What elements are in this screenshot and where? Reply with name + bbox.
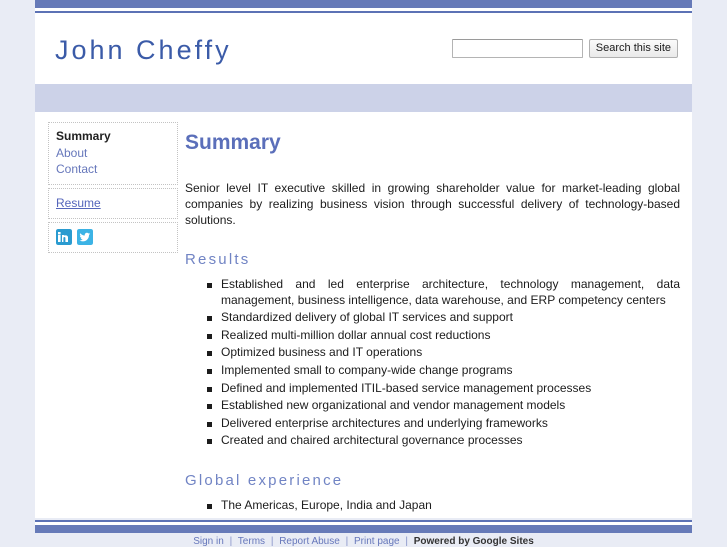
footer-separator: | <box>345 536 349 547</box>
horizontal-nav-band <box>35 84 692 112</box>
footer-separator: | <box>270 536 274 547</box>
list-item: Created and chaired architectural governance processes <box>221 433 680 449</box>
sidebar-resume-box <box>48 188 178 219</box>
sidebar-item-about[interactable]: About <box>56 145 88 160</box>
sidebar-nav-box <box>48 122 178 185</box>
footer-separator: | <box>229 536 233 547</box>
main-content <box>185 120 680 516</box>
page-body <box>35 112 692 518</box>
list-item: Standardized delivery of global IT services and support <box>221 310 680 326</box>
search-area <box>452 39 678 58</box>
sidebar-item-summary[interactable]: Summary <box>56 129 111 143</box>
sidebar-item-contact[interactable]: Contact <box>56 162 98 176</box>
page-title: Summary <box>185 131 281 154</box>
footer-link-report-abuse[interactable]: Report Abuse <box>279 536 340 547</box>
section-heading-results: Results <box>185 251 251 268</box>
list-item: Established new organizational and vendor management models <box>221 398 680 414</box>
list-item: Optimized business and IT operations <box>221 345 680 361</box>
social-icon-row <box>56 229 170 245</box>
footer-separator: | <box>405 536 408 547</box>
sidebar-social-box <box>48 222 178 253</box>
site-title: John Cheffy <box>55 35 232 65</box>
footer-link-print-page[interactable]: Print page <box>353 536 400 547</box>
linkedin-icon[interactable] <box>56 229 72 245</box>
intro-paragraph: Senior level IT executive skilled in growing shareholder value for market-leading global companies by realizing business vision through successful delivery of technology-based solutions. <box>185 181 680 227</box>
footer-link-sign-in[interactable]: Sign in <box>193 536 224 547</box>
top-accent-bar <box>35 0 692 8</box>
list-item: Realized multi-million dollar annual cost reductions <box>221 328 680 344</box>
results-list <box>185 277 680 449</box>
search-button[interactable]: Search this site <box>589 39 678 58</box>
list-item: Implemented small to company-wide change programs <box>221 363 680 379</box>
twitter-icon[interactable] <box>77 229 93 245</box>
section-heading-global-experience: Global experience <box>185 471 344 489</box>
resume-link[interactable]: Resume <box>56 195 101 210</box>
site-header <box>35 13 692 84</box>
list-item: Delivered enterprise architectures and underlying frameworks <box>221 416 680 432</box>
list-item: The Americas, Europe, India and Japan <box>221 498 680 514</box>
list-item: Defined and implemented ITIL-based service management processes <box>221 381 680 397</box>
list-item: Established and led enterprise architecture, technology management, data management, business intelligence, data warehouse, and ERP competency centers <box>221 277 680 307</box>
sidebar <box>48 122 178 256</box>
footer-powered-by[interactable]: Powered by Google Sites <box>413 536 534 547</box>
search-input[interactable] <box>452 39 583 58</box>
bottom-accent-bar <box>35 525 692 533</box>
global-experience-list <box>185 498 680 514</box>
footer-link-terms[interactable]: Terms <box>237 536 266 547</box>
footer <box>35 536 692 547</box>
